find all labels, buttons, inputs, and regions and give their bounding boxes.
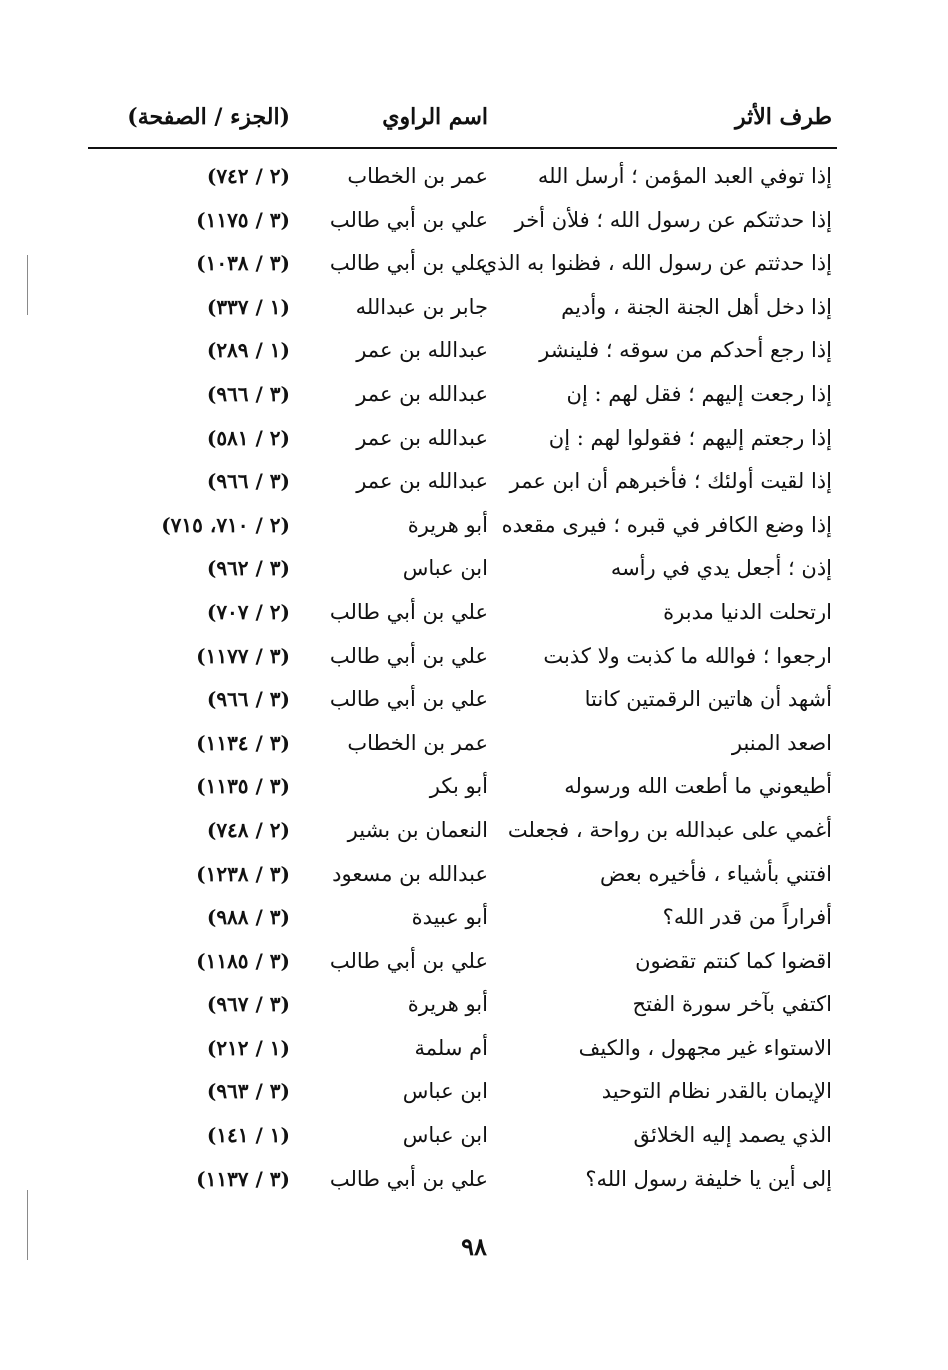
table-row [0,1073,948,1117]
header-volume-page: (الجزء / الصفحة) [127,104,290,130]
trace-cell: إذا حدثتكم عن رسول الله ؛ فلأن أخر [514,207,832,232]
trace-cell: إذا حدثتم عن رسول الله ، فظنوا به الذي [480,251,832,276]
trace-cell: إذا لقيت أولئك ؛ فأخبرهم أن ابن عمر [509,469,832,494]
trace-cell: إذا وضع الكافر في قبره ؛ فيرى مقعده [501,512,832,537]
reference-cell: (٣ / ١٠٣٨) [196,251,290,276]
table-row [0,332,948,376]
narrator-cell: النعمان بن بشير [347,817,488,842]
reference-cell: (٢ / ٧٤٨) [206,817,290,842]
reference-cell: (١ / ١٤١) [206,1123,290,1148]
trace-cell: اكتفي بآخر سورة الفتح [632,992,832,1017]
reference-cell: (٣ / ٩٦٦) [206,469,290,494]
table-row [0,638,948,682]
trace-cell: افتني بأشياء ، فأخيره بعض [599,861,832,886]
narrator-cell: ابن عباس [402,1079,488,1104]
table-row [0,856,948,900]
reference-cell: (٢ / ٧٠٧) [206,599,290,624]
reference-cell: (١ / ٢١٢) [206,1035,290,1060]
narrator-cell: عبدالله بن عمر [356,425,488,450]
table-row [0,245,948,289]
trace-cell: أطيعوني ما أطعت الله ورسوله [564,774,832,799]
trace-cell: اصعد المنبر [731,730,832,755]
table-row [0,376,948,420]
trace-cell: الإيمان بالقدر نظام التوحيد [601,1079,832,1104]
narrator-cell: أبو هريرة [407,512,488,537]
table-row [0,158,948,202]
header-trace: طرف الأثر [734,104,832,130]
narrator-cell: أبو هريرة [407,992,488,1017]
narrator-cell: علي بن أبي طالب [329,207,488,232]
table-row [0,1161,948,1205]
narrator-cell: علي بن أبي طالب [329,599,488,624]
trace-cell: إذا رجع أحدكم من سوقه ؛ فلينشر [539,338,832,363]
reference-cell: (٣ / ٩٦٦) [206,687,290,712]
table-row [0,289,948,333]
trace-cell: ارتحلت الدنيا مدبرة [663,599,832,624]
reference-cell: (٢ / ٧٤٢) [206,164,290,188]
trace-cell: إذا دخل أهل الجنة الجنة ، وأديم [561,294,832,319]
narrator-cell: علي بن أبي طالب [329,687,488,712]
table-row [0,420,948,464]
trace-cell: أغمي على عبدالله بن رواحة ، فجعلت [507,817,832,842]
narrator-cell: جابر بن عبدالله [355,294,488,319]
reference-cell: (٢ / ٧١٠، ٧١٥) [161,512,290,537]
trace-cell: إذا رجعتم إليهم ؛ فقولوا لهم : إن [548,425,832,450]
narrator-cell: علي بن أبي طالب [329,1166,488,1191]
reference-cell: (٢ / ٥٨١) [206,425,290,450]
table-row [0,899,948,943]
trace-cell: ارجعوا ؛ فوالله ما كذبت ولا كذبت [543,643,832,668]
narrator-cell: أبو عبيدة [411,905,488,930]
table-row [0,550,948,594]
reference-cell: (٣ / ٩٦٢) [206,556,290,581]
narrator-cell: علي بن أبي طالب [329,948,488,973]
trace-cell: إذا توفي العبد المؤمن ؛ أرسل الله [537,164,832,188]
reference-cell: (٣ / ١٢٣٨) [196,861,290,886]
reference-cell: (٣ / ١١٨٥) [196,948,290,973]
narrator-cell: عبدالله بن مسعود [332,861,488,886]
trace-cell: الذي يصمد إليه الخلائق [633,1123,832,1148]
narrator-cell: أبو بكر [429,774,488,799]
narrator-cell: ابن عباس [402,1123,488,1148]
narrator-cell: عمر بن الخطاب [347,730,488,755]
reference-cell: (٣ / ٩٦٧) [206,992,290,1017]
table-row [0,812,948,856]
reference-cell: (٣ / ٩٦٦) [206,381,290,406]
trace-cell: إذا رجعت إليهم ؛ فقل لهم : إن [566,381,832,406]
trace-cell: أشهد أن هاتين الرقمتين كانتا [584,687,832,712]
table-row [0,202,948,246]
table-row [0,725,948,769]
narrator-cell: ابن عباس [402,556,488,581]
trace-cell: إذن ؛ أجعل يدي في رأسه [610,556,832,581]
reference-cell: (٣ / ١١٧٧) [196,643,290,668]
table-row [0,594,948,638]
table-row [0,1030,948,1074]
narrator-cell: عبدالله بن عمر [356,469,488,494]
narrator-cell: عبدالله بن عمر [356,338,488,363]
table-row [0,986,948,1030]
table-row [0,463,948,507]
narrator-cell: أم سلمة [414,1035,488,1060]
table-row [0,507,948,551]
table-row [0,681,948,725]
narrator-cell: عمر بن الخطاب [347,164,488,188]
reference-cell: (٣ / ١١٣٧) [196,1166,290,1191]
reference-cell: (٣ / ١١٧٥) [196,207,290,232]
table-header [0,100,948,140]
reference-cell: (٣ / ١١٣٤) [196,730,290,755]
header-narrator: اسم الراوي [382,104,488,130]
reference-cell: (١ / ٢٨٩) [206,338,290,363]
trace-cell: اقضوا كما كنتم تقضون [635,948,832,973]
reference-cell: (٣ / ٩٦٣) [206,1079,290,1104]
page-number: ٩٨ [461,1232,487,1261]
narrator-cell: علي بن أبي طالب [329,643,488,668]
table-row [0,1117,948,1161]
table-row [0,768,948,812]
header-divider [88,147,837,149]
reference-cell: (١ / ٣٣٧) [206,294,290,319]
reference-cell: (٣ / ١١٣٥) [196,774,290,799]
trace-cell: أفراراً من قدر الله؟ [662,905,832,930]
trace-cell: إلى أين يا خليفة رسول الله؟ [585,1166,832,1191]
narrator-cell: علي بن أبي طالب [329,251,488,276]
reference-cell: (٣ / ٩٨٨) [206,905,290,930]
index-table-body [0,158,948,1204]
narrator-cell: عبدالله بن عمر [356,381,488,406]
table-row [0,943,948,987]
trace-cell: الاستواء غير مجهول ، والكيف [578,1035,832,1060]
